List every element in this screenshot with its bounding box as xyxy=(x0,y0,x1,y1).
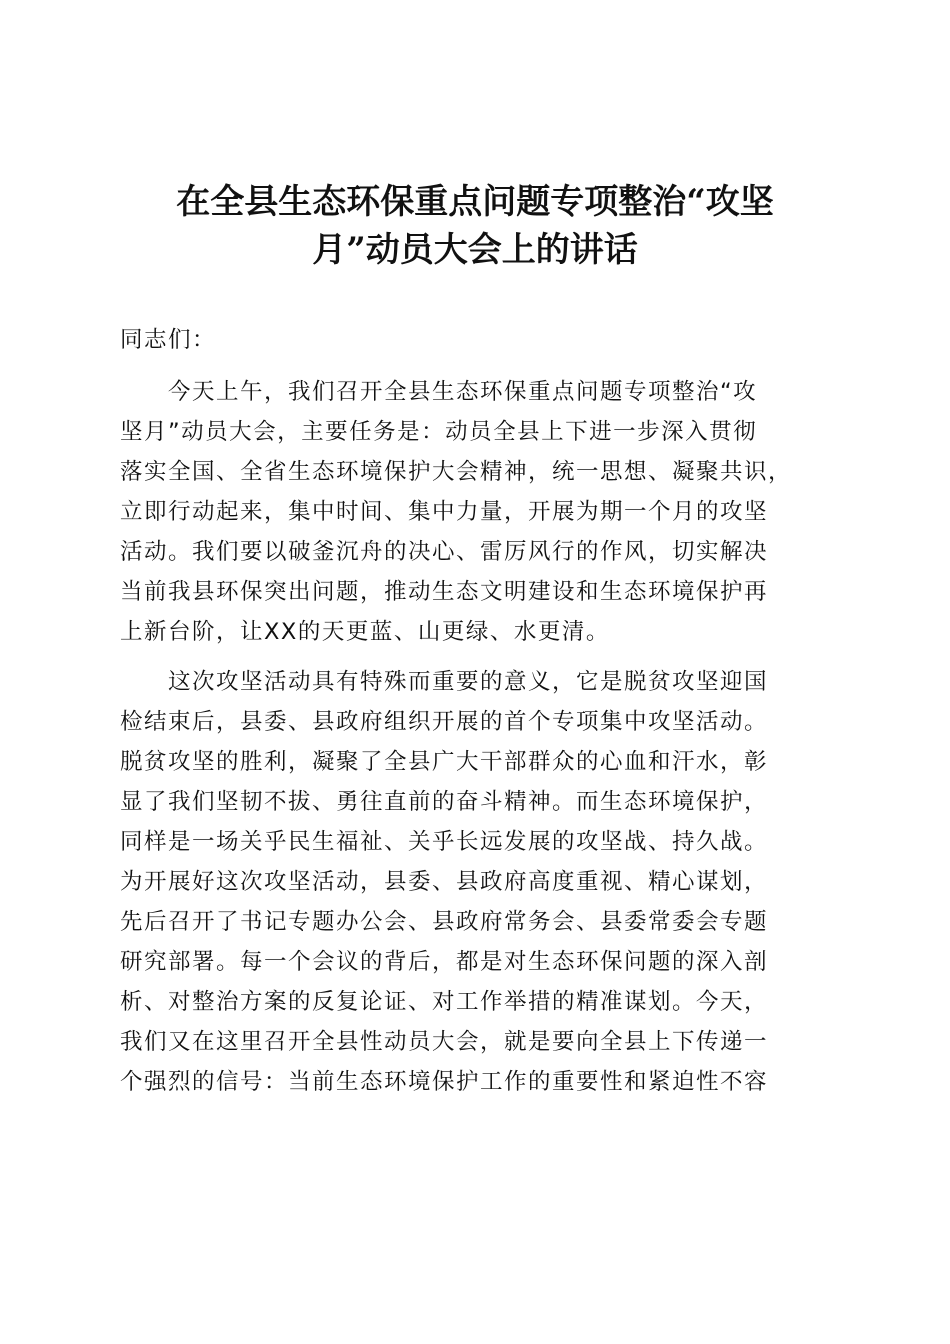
paragraph-line: 个强烈的信号：当前生态环境保护工作的重要性和紧迫性不容 xyxy=(120,1069,769,1095)
paragraph-1 xyxy=(120,372,832,652)
paragraph-2 xyxy=(120,662,832,1102)
paragraph-line: 坚月”动员大会，主要任务是：动员全县上下进一步深入贯彻 xyxy=(120,419,758,445)
document-body xyxy=(120,320,832,1102)
paragraph-line: 脱贫攻坚的胜利，凝聚了全县广大干部群众的心血和汗水，彰 xyxy=(120,749,769,775)
paragraph-line: 今天上午，我们召开全县生态环保重点问题专项整治“攻 xyxy=(168,379,758,405)
paragraph-line: 显了我们坚韧不拔、勇往直前的奋斗精神。而生态环境保护， xyxy=(120,789,769,815)
paragraph-line: 落实全国、全省生态环境保护大会精神，统一思想、凝聚共识， xyxy=(120,459,793,485)
title-line: 月”动员大会上的讲话 xyxy=(312,230,638,270)
paragraph-line: 当前我县环保突出问题，推动生态文明建设和生态环境保护再 xyxy=(120,579,769,605)
title-line: 在全县生态环保重点问题专项整治“攻坚 xyxy=(176,182,774,222)
paragraph-line: 立即行动起来，集中时间、集中力量，开展为期一个月的攻坚 xyxy=(120,499,769,525)
paragraph-line: 先后召开了书记专题办公会、县政府常务会、县委常委会专题 xyxy=(120,909,769,935)
paragraph-line: 析、对整治方案的反复论证、对工作举措的精准谋划。今天， xyxy=(120,989,769,1015)
salutation: 同志们： xyxy=(120,327,217,353)
paragraph-line: 研究部署。每一个会议的背后，都是对生态环保问题的深入剖 xyxy=(120,949,769,975)
paragraph-line: 同样是一场关乎民生福祉、关乎长远发展的攻坚战、持久战。 xyxy=(120,829,769,855)
document-title xyxy=(120,178,830,274)
paragraph-line: 检结束后，县委、县政府组织开展的首个专项集中攻坚活动。 xyxy=(120,709,769,735)
paragraph-line: 上新台阶，让XX的天更蓝、山更绿、水更清。 xyxy=(120,619,610,645)
paragraph-line: 为开展好这次攻坚活动，县委、县政府高度重视、精心谋划， xyxy=(120,869,769,895)
paragraph-line: 这次攻坚活动具有特殊而重要的意义，它是脱贫攻坚迎国 xyxy=(168,669,769,695)
paragraph-line: 我们又在这里召开全县性动员大会，就是要向全县上下传递一 xyxy=(120,1029,769,1055)
paragraph-line: 活动。我们要以破釜沉舟的决心、雷厉风行的作风，切实解决 xyxy=(120,539,769,565)
